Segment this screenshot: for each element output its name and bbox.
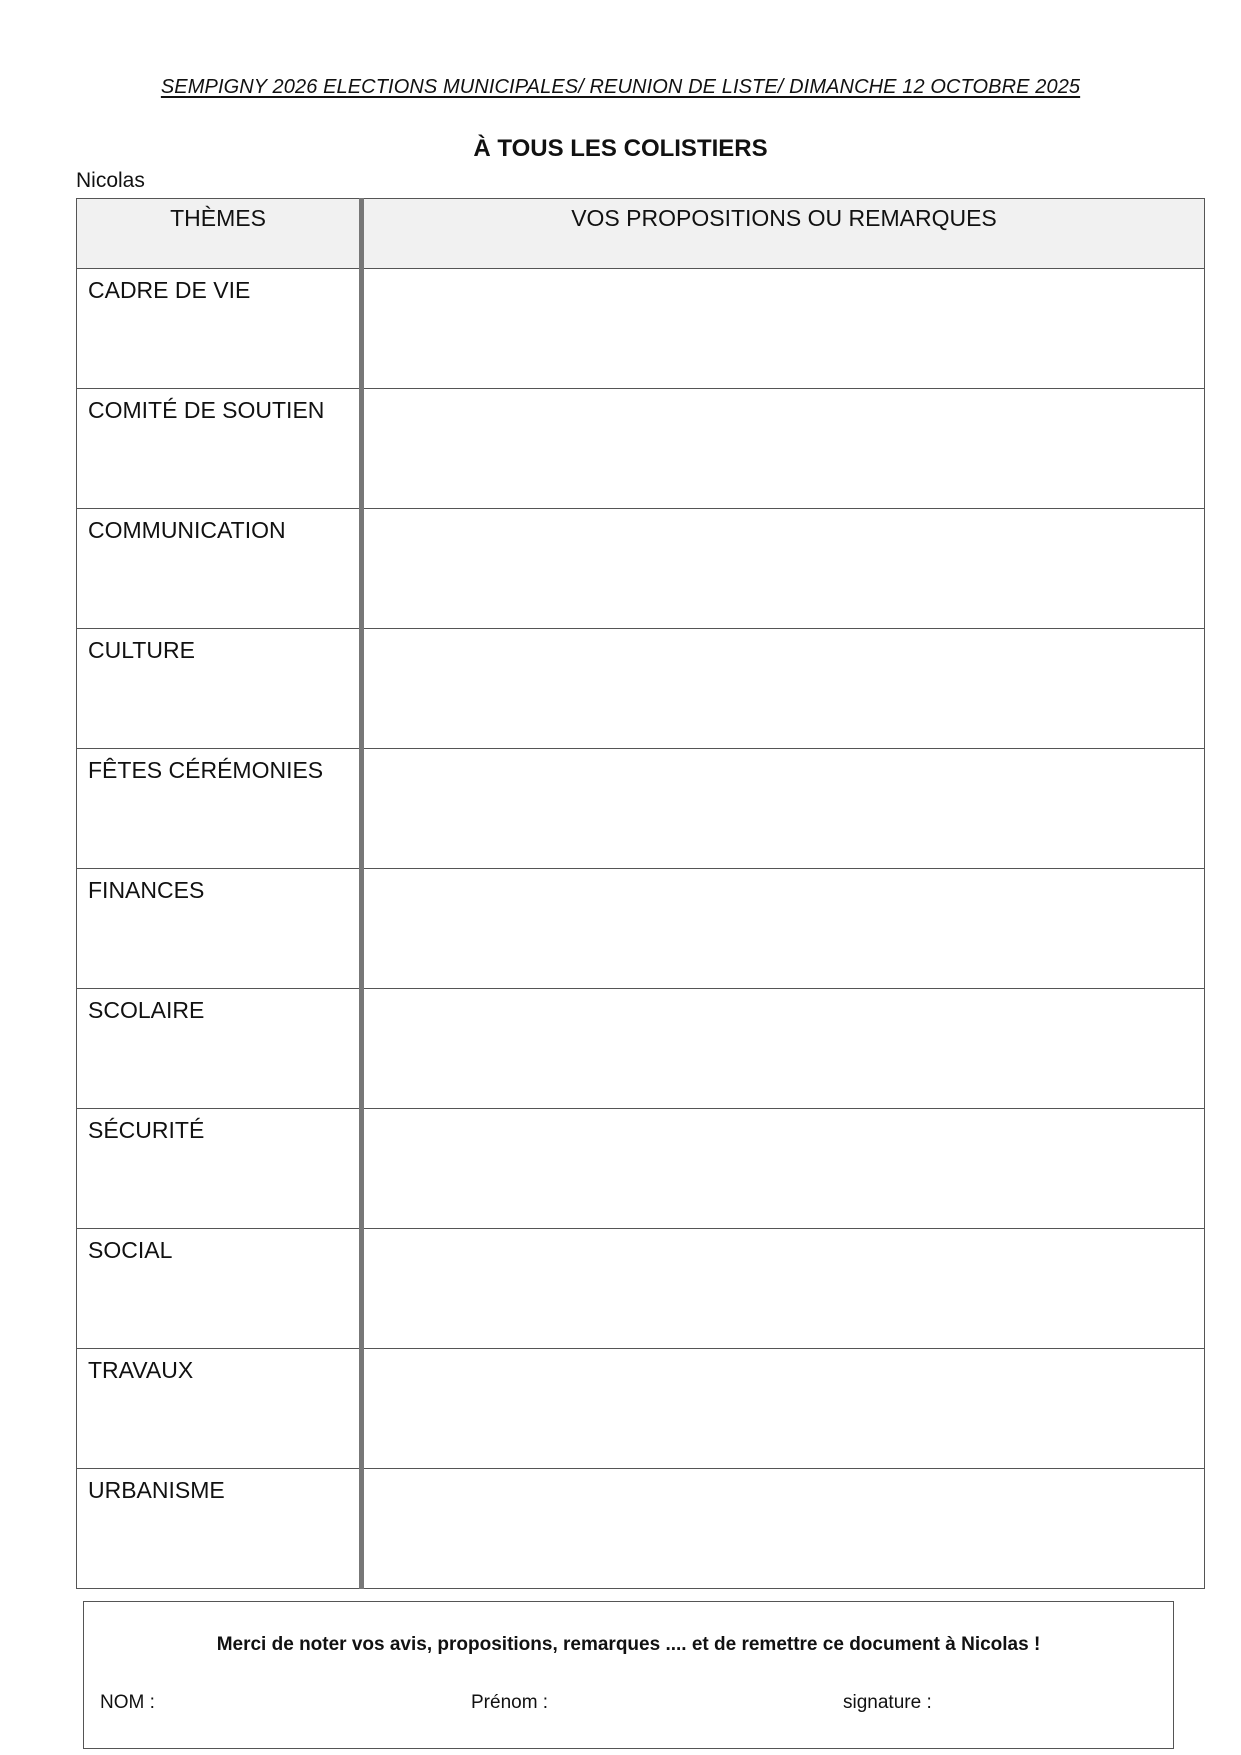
table-row <box>77 749 1205 869</box>
table-row <box>77 389 1205 509</box>
prenom-field-label[interactable]: Prénom : <box>471 1692 549 1713</box>
theme-label: SOCIAL <box>77 1229 362 1349</box>
remark-cell[interactable] <box>362 269 1205 389</box>
themes-table <box>76 198 1205 1589</box>
table-row <box>77 509 1205 629</box>
footer-box <box>83 1601 1174 1749</box>
table-row <box>77 1229 1205 1349</box>
table-row <box>77 989 1205 1109</box>
remark-cell[interactable] <box>362 1349 1205 1469</box>
theme-label: TRAVAUX <box>77 1349 362 1469</box>
theme-label: FÊTES CÉRÉMONIES <box>77 749 362 869</box>
theme-label: SÉCURITÉ <box>77 1109 362 1229</box>
remark-cell[interactable] <box>362 509 1205 629</box>
table-row <box>77 1109 1205 1229</box>
remark-cell[interactable] <box>362 1229 1205 1349</box>
table-row <box>77 269 1205 389</box>
table-row <box>77 869 1205 989</box>
remark-cell[interactable] <box>362 869 1205 989</box>
remark-cell[interactable] <box>362 749 1205 869</box>
remark-cell[interactable] <box>362 1469 1205 1589</box>
table-row <box>77 1469 1205 1589</box>
table-row <box>77 629 1205 749</box>
theme-label: FINANCES <box>77 869 362 989</box>
nom-field-label[interactable]: NOM : <box>100 1692 155 1713</box>
signature-field-label[interactable]: signature : <box>843 1692 932 1713</box>
addressee-name: Nicolas <box>76 169 145 192</box>
header-propositions: VOS PROPOSITIONS OU REMARQUES <box>362 199 1205 269</box>
header-themes: THÈMES <box>77 199 362 269</box>
remark-cell[interactable] <box>362 629 1205 749</box>
remark-cell[interactable] <box>362 1109 1205 1229</box>
footer-message: Merci de noter vos avis, propositions, remarques .... et de remettre ce document à Nicolas ! <box>216 1634 1041 1655</box>
remark-cell[interactable] <box>362 989 1205 1109</box>
remark-cell[interactable] <box>362 389 1205 509</box>
header-line: SEMPIGNY 2026 ELECTIONS MUNICIPALES/ REUNION DE LISTE/ DIMANCHE 12 OCTOBRE 2025 <box>160 76 1081 98</box>
table-row <box>77 1349 1205 1469</box>
theme-label: COMITÉ DE SOUTIEN <box>77 389 362 509</box>
theme-label: CADRE DE VIE <box>77 269 362 389</box>
page-title: À TOUS LES COLISTIERS <box>473 135 768 162</box>
theme-label: CULTURE <box>77 629 362 749</box>
table-header-row <box>77 199 1205 269</box>
theme-label: COMMUNICATION <box>77 509 362 629</box>
theme-label: URBANISME <box>77 1469 362 1589</box>
theme-label: SCOLAIRE <box>77 989 362 1109</box>
